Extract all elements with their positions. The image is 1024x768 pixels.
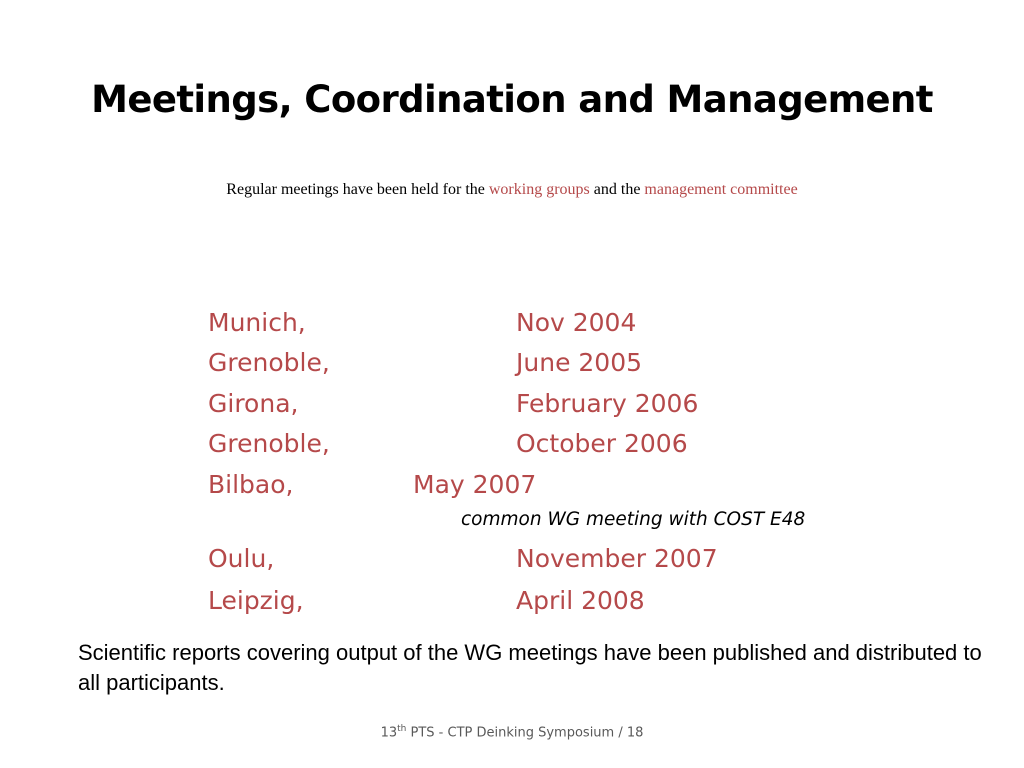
slide-title: Meetings, Coordination and Management: [91, 78, 933, 121]
subtitle-working-groups: working groups: [488, 181, 590, 198]
meeting-date: November 2007: [516, 544, 718, 573]
slide-footer: [0, 724, 1024, 740]
meeting-city: Grenoble,: [208, 348, 330, 377]
meeting-bilbao: [208, 469, 537, 501]
meeting-girona: [208, 388, 699, 420]
meeting-date: Nov 2004: [516, 308, 637, 337]
bilbao-note: common WG meeting with COST E48: [461, 509, 806, 530]
meeting-date: April 2008: [516, 586, 645, 615]
meeting-city: Bilbao,: [208, 470, 294, 499]
meeting-city: Oulu,: [208, 544, 275, 573]
meeting-munich: [208, 307, 637, 339]
meeting-city: Grenoble,: [208, 429, 330, 458]
subtitle-management-committee: management committee: [644, 181, 798, 198]
subtitle-prefix: Regular meetings have been held for the: [226, 181, 489, 198]
footer-superscript: th: [397, 724, 407, 734]
slide-subtitle: [0, 181, 1024, 199]
meeting-city: Leipzig,: [208, 586, 304, 615]
subtitle-middle: and the: [589, 181, 645, 198]
meeting-oulu: [208, 543, 718, 575]
meeting-grenoble-2006: [208, 428, 688, 460]
meeting-date: June 2005: [516, 348, 643, 377]
meeting-city: Munich,: [208, 308, 306, 337]
meeting-city: Girona,: [208, 389, 299, 418]
meeting-leipzig: [208, 585, 645, 617]
meeting-date: May 2007: [413, 470, 537, 499]
meeting-grenoble-2005: [208, 347, 643, 379]
footer-text: PTS - CTP Deinking Symposium / 18: [406, 725, 644, 741]
meeting-date: February 2006: [516, 389, 699, 418]
meeting-date: October 2006: [516, 429, 688, 458]
footer-number: 13: [380, 725, 398, 741]
reports-paragraph: Scientific reports covering output of the WG meetings have been published and distributed to all participants.: [78, 640, 982, 695]
